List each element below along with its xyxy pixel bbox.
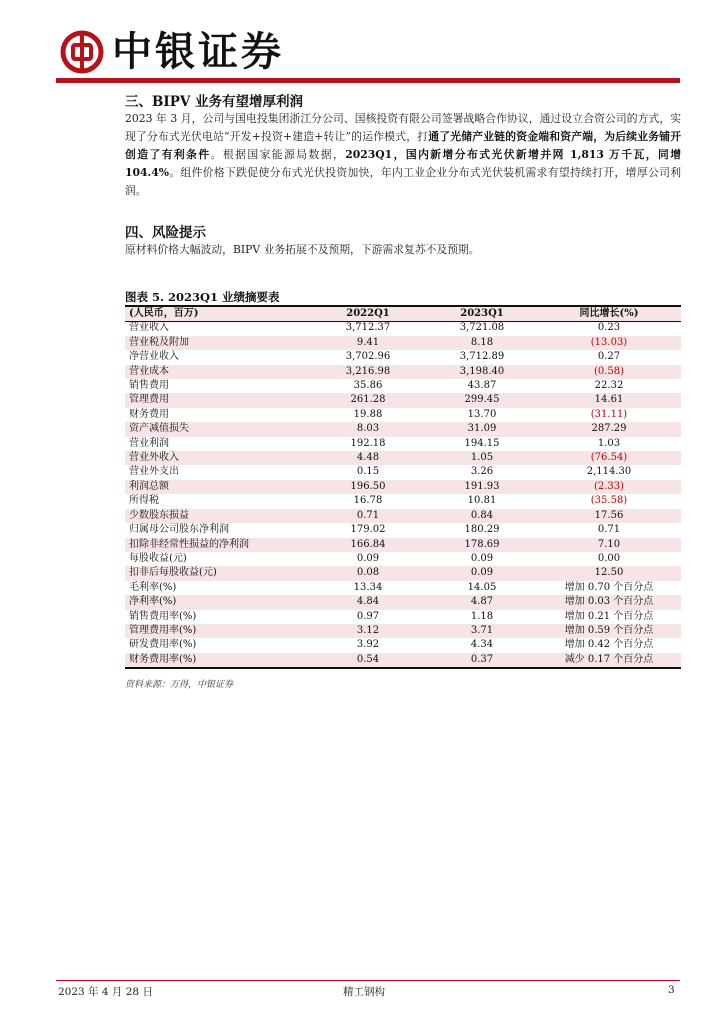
row-label: 管理费用: [125, 393, 309, 407]
yoy-growth: 7.10: [537, 538, 681, 552]
table-row: [125, 465, 681, 479]
footer-rule: [56, 980, 680, 981]
table-row: [125, 365, 681, 379]
row-label: 销售费用: [129, 380, 169, 392]
row-label: 资产减值损失: [125, 422, 309, 436]
table-row: [125, 538, 681, 552]
value-2022q1: 0.54: [309, 653, 427, 667]
value-2022q1: 0.15: [356, 466, 380, 478]
yoy-growth: 14.61: [537, 393, 681, 407]
row-label: 每股收益(元): [129, 552, 187, 564]
value-2022q1: 166.84: [309, 538, 427, 552]
value-2022q1: 179.02: [350, 524, 386, 536]
value-2023q1: 178.69: [427, 538, 537, 552]
value-2023q1: 0.84: [427, 509, 537, 523]
col-header-yoy: 同比增长(%): [537, 307, 681, 321]
value-2022q1: 3,216.98: [309, 365, 427, 379]
value-2022q1: 192.18: [350, 437, 386, 449]
value-2023q1: 3,721.08: [459, 322, 505, 334]
row-label: 财务费用率(%): [125, 653, 309, 667]
row-label: 销售费用率(%): [129, 610, 197, 622]
value-2023q1: 4.34: [470, 639, 494, 651]
table-title: 图表 5. 2023Q1 业绩摘要表: [125, 290, 280, 304]
value-2022q1: 3,702.96: [345, 351, 391, 363]
table-row: [125, 595, 681, 609]
section-title-risk: 四、风险提示: [125, 225, 206, 241]
value-2023q1: 3.71: [427, 624, 537, 638]
row-label: 扣除非经常性损益的净利润: [125, 538, 309, 552]
yoy-growth: 0.00: [597, 552, 621, 564]
yoy-growth: 0.23: [597, 322, 621, 334]
value-2023q1: 0.09: [470, 552, 494, 564]
paragraph-bold-run: 通了光储产业链的资金端和资产端，为后续业务铺开创造了有利条件: [125, 130, 681, 161]
table-row: [125, 494, 681, 508]
table-header-rule: [125, 321, 681, 322]
row-label: 归属母公司股东净利润: [129, 524, 229, 536]
yoy-growth: 增加 0.42 个百分点: [564, 639, 654, 651]
value-2023q1: 0.37: [427, 653, 537, 667]
bank-of-china-logo-icon: [60, 30, 104, 74]
table-row: [125, 624, 681, 638]
row-label: 营业利润: [129, 437, 169, 449]
table-row: [125, 653, 681, 667]
value-2022q1: 261.28: [309, 393, 427, 407]
row-label: 净营业收入: [129, 351, 179, 363]
table-row: [125, 321, 681, 335]
value-2023q1: 43.87: [467, 380, 497, 392]
yoy-growth: (35.58): [590, 495, 628, 507]
footer-date: 2023 年 4 月 28 日: [58, 986, 153, 998]
value-2023q1: 191.93: [427, 480, 537, 494]
value-2023q1: 8.18: [427, 336, 537, 350]
table-row: [125, 336, 681, 350]
table-row: [125, 638, 681, 652]
row-label: 营业成本: [125, 365, 309, 379]
table-row: [125, 509, 681, 523]
row-label: 财务费用: [129, 408, 169, 420]
table-header-row: [125, 307, 681, 321]
table-row: [125, 393, 681, 407]
paragraph-run: 。组件价格下跌促使分布式光伏投资加快，年内工业企业分布式光伏装机需求有望持续打开，增厚公司利润。: [125, 166, 681, 197]
value-2023q1: 0.09: [427, 566, 537, 580]
footer-company: 精工钢构: [343, 986, 385, 998]
row-label: 营业外收入: [125, 451, 309, 465]
row-label: 所得税: [129, 495, 159, 507]
table-row: [125, 610, 681, 624]
value-2022q1: 196.50: [309, 480, 427, 494]
value-2023q1: 194.15: [464, 437, 500, 449]
section-paragraph-risk: 原材料价格大幅波动，BIPV 业务拓展不及预期，下游需求复苏不及预期。: [125, 243, 480, 256]
col-header-2022q1: 2022Q1: [309, 307, 427, 321]
table-row: [125, 552, 681, 566]
table-row: [125, 451, 681, 465]
value-2022q1: 16.78: [353, 495, 383, 507]
value-2022q1: 13.34: [353, 581, 383, 593]
row-label: 少数股东损益: [125, 509, 309, 523]
table-bottom-rule: [125, 667, 681, 669]
value-2023q1: 3,712.89: [459, 351, 505, 363]
row-label: 营业收入: [129, 322, 169, 334]
value-2022q1: 0.71: [309, 509, 427, 523]
value-2023q1: 3,198.40: [427, 365, 537, 379]
yoy-growth: 增加 0.59 个百分点: [537, 624, 681, 638]
yoy-growth: 减少 0.17 个百分点: [537, 653, 681, 667]
row-label: 营业税及附加: [125, 336, 309, 350]
yoy-growth: 增加 0.21 个百分点: [564, 610, 654, 622]
yoy-growth: 2,114.30: [586, 466, 632, 478]
value-2022q1: 8.03: [309, 422, 427, 436]
col-header-unit: (人民币，百万): [125, 307, 309, 321]
paragraph-run: 。根据国家能源局数据，: [210, 148, 346, 161]
col-header-2023q1: 2023Q1: [427, 307, 537, 321]
table-row: [125, 581, 681, 595]
table-row: [125, 408, 681, 422]
table-row: [125, 422, 681, 436]
yoy-growth: 12.50: [537, 566, 681, 580]
header-rule: [56, 78, 680, 83]
value-2022q1: 4.84: [309, 595, 427, 609]
table-row: [125, 480, 681, 494]
table-row: [125, 437, 681, 451]
row-label: 净利率(%): [125, 595, 309, 609]
value-2022q1: 3.12: [309, 624, 427, 638]
value-2023q1: 4.87: [427, 595, 537, 609]
section-title-bipv: 三、BIPV 业务有望增厚利润: [125, 94, 304, 110]
value-2023q1: 1.18: [470, 610, 494, 622]
yoy-growth: 增加 0.70 个百分点: [564, 581, 654, 593]
value-2022q1: 9.41: [309, 336, 427, 350]
yoy-growth: (31.11): [590, 408, 628, 420]
brand-name: 中银证券: [112, 28, 284, 75]
value-2022q1: 0.97: [356, 610, 380, 622]
yoy-growth: 1.03: [597, 437, 621, 449]
table-row: [125, 566, 681, 580]
yoy-growth: (2.33): [537, 480, 681, 494]
row-label: 研发费用率(%): [129, 639, 197, 651]
value-2023q1: 10.81: [467, 495, 497, 507]
page-header: [0, 0, 724, 84]
section-paragraph-bipv: [125, 110, 681, 200]
value-2022q1: 0.08: [309, 566, 427, 580]
yoy-growth: (76.54): [537, 451, 681, 465]
row-label: 利润总额: [125, 480, 309, 494]
row-label: 毛利率(%): [129, 581, 177, 593]
value-2023q1: 180.29: [464, 524, 500, 536]
yoy-growth: 增加 0.03 个百分点: [537, 595, 681, 609]
value-2022q1: 3.92: [356, 639, 380, 651]
value-2023q1: 1.05: [427, 451, 537, 465]
footer-page-number: 3: [668, 984, 675, 996]
value-2023q1: 299.45: [427, 393, 537, 407]
paragraph-bold-run: 2023Q1，国内新增分布式光伏新增并网 1,813 万千瓦，同增 104.4%: [125, 148, 682, 179]
yoy-growth: 0.27: [597, 351, 621, 363]
value-2022q1: 19.88: [353, 408, 383, 420]
yoy-growth: 287.29: [537, 422, 681, 436]
row-label: 管理费用率(%): [125, 624, 309, 638]
table-row: [125, 523, 681, 537]
value-2022q1: 3,712.37: [345, 322, 391, 334]
value-2023q1: 3.26: [470, 466, 494, 478]
yoy-growth: (13.03): [537, 336, 681, 350]
table-source: 资料来源：万得，中银证券: [125, 680, 234, 690]
value-2022q1: 4.48: [309, 451, 427, 465]
value-2023q1: 31.09: [427, 422, 537, 436]
table-row: [125, 350, 681, 364]
value-2022q1: 35.86: [353, 380, 383, 392]
paragraph-run: 2023 年 3 月，公司与国电投集团浙江分公司、国核投资有限公司签署战略合作协议，通过设立合资公司的方式，实现了分布式光伏电站“开发+投资+建造+转让”的运作模式，打: [125, 112, 681, 143]
value-2023q1: 14.05: [467, 581, 497, 593]
table-row: [125, 379, 681, 393]
value-2022q1: 0.09: [356, 552, 380, 564]
value-2023q1: 13.70: [467, 408, 497, 420]
yoy-growth: 22.32: [594, 380, 624, 392]
row-label: 营业外支出: [129, 466, 179, 478]
yoy-growth: 0.71: [597, 524, 621, 536]
row-label: 扣非后每股收益(元): [125, 566, 309, 580]
yoy-growth: 17.56: [537, 509, 681, 523]
yoy-growth: (0.58): [537, 365, 681, 379]
